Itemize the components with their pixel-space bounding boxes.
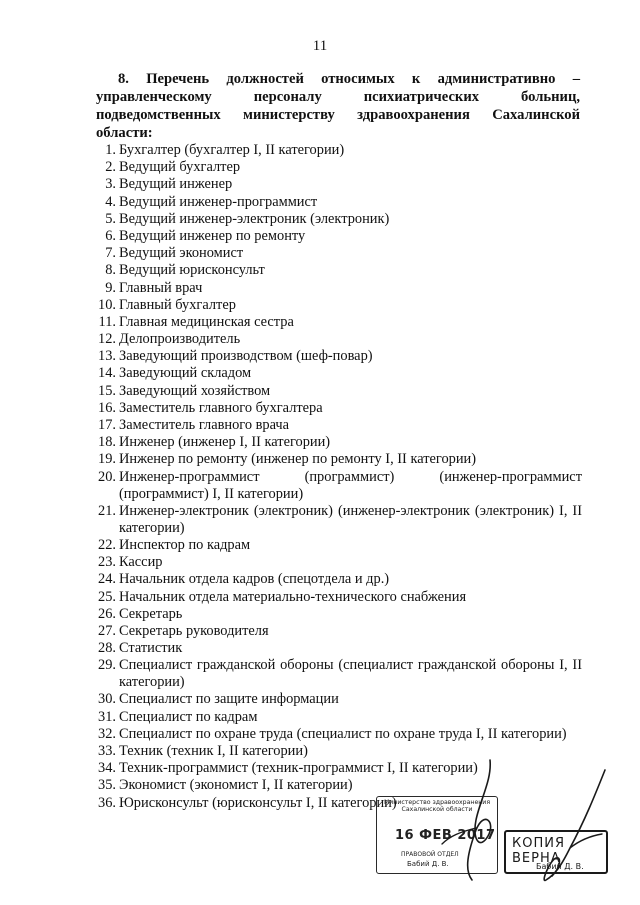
list-item: [96, 417, 582, 434]
list-item-number: 12.: [98, 331, 116, 348]
list-item: [96, 400, 582, 417]
list-item-text: Инженер (инженер I, II категории): [119, 434, 331, 451]
list-item-text: Бухгалтер (бухгалтер I, II категории): [119, 142, 345, 158]
page-number: 11: [312, 38, 328, 54]
list-item-number: 27.: [98, 622, 116, 639]
list-item: [96, 159, 582, 176]
list-item-text: Главная медицинская сестра: [119, 313, 294, 330]
list-item-number: 36.: [98, 794, 116, 811]
list-item-text: Юрисконсульт (юрисконсульт I, II категории): [119, 794, 397, 811]
list-item: [96, 657, 582, 691]
list-item-number: 11.: [98, 313, 116, 330]
list-item: [96, 606, 582, 623]
list-item-number: 17.: [98, 417, 116, 433]
list-item-number: 26.: [98, 605, 116, 622]
list-item-number: 3.: [105, 176, 116, 193]
list-item-text: Делопроизводитель: [119, 331, 241, 348]
list-item-text: Экономист (экономист I, II категории): [119, 777, 353, 794]
list-item-number: 18.: [98, 434, 116, 451]
list-item: [96, 469, 582, 503]
list-item-text: Статистик: [119, 640, 183, 657]
list-item-number: 10.: [98, 296, 116, 313]
list-item: [96, 297, 582, 314]
list-item: [96, 589, 582, 606]
list-item-number: 2.: [105, 159, 116, 176]
list-item-number: 6.: [105, 227, 116, 244]
list-item: [96, 571, 582, 588]
list-item: [96, 383, 582, 400]
list-item-number: 15.: [98, 382, 116, 399]
list-item-text: Начальник отдела материально-технического снабжения: [119, 588, 467, 605]
list-item-number: 34.: [98, 760, 116, 777]
list-item: [96, 331, 582, 348]
list-item-number: 35.: [98, 777, 116, 794]
list-item: [96, 262, 582, 279]
list-item-text: Секретарь: [119, 605, 183, 622]
list-item-number: 29.: [98, 657, 116, 674]
list-item-text: Ведущий инженер-программист: [119, 193, 318, 210]
list-item-number: 16.: [98, 399, 116, 416]
list-item-text: Ведущий инженер по ремонту: [119, 227, 306, 244]
list-item: [96, 503, 582, 537]
list-item-text: Специалист гражданской обороны (специалист гражданской обороны I, II категории): [119, 657, 582, 691]
list-item: [96, 211, 582, 228]
list-item: [96, 434, 582, 451]
list-item-text: Инженер-электроник (электроник) (инженер-электроник (электроник) I, II категории): [119, 502, 582, 536]
list-item-number: 1.: [105, 142, 116, 158]
list-item-number: 24.: [98, 571, 116, 588]
positions-list: [96, 142, 582, 812]
list-item-text: Заместитель главного врача: [119, 417, 290, 433]
list-item: [96, 640, 582, 657]
list-item: [96, 691, 582, 708]
list-item-text: Техник (техник I, II категории): [119, 743, 308, 759]
list-item-number: 32.: [98, 725, 116, 742]
list-item-text: Секретарь руководителя: [119, 622, 269, 639]
list-item-number: 28.: [98, 640, 116, 657]
list-item-number: 22.: [98, 536, 116, 553]
list-item-text: Заведующий складом: [119, 365, 252, 382]
list-item-text: Инженер-программист (программист) (инженер-программист (программист) I, II категории): [119, 468, 582, 502]
list-item-text: Техник-программист (техник-программист I, II категории): [119, 760, 478, 777]
list-item-number: 5.: [105, 210, 116, 227]
list-item-text: Главный бухгалтер: [119, 296, 236, 313]
list-item-text: Начальник отдела кадров (спецотдела и др.): [119, 571, 390, 588]
list-item-text: Заместитель главного бухгалтера: [119, 399, 323, 416]
list-item-number: 8.: [105, 262, 116, 279]
list-item-text: Ведущий юрисконсульт: [119, 262, 265, 279]
list-item-text: Заведующий хозяйством: [119, 382, 271, 399]
list-item: [96, 537, 582, 554]
list-item: [96, 348, 582, 365]
list-item-number: 4.: [105, 193, 116, 210]
list-item-text: Инженер по ремонту (инженер по ремонту I, II категории): [119, 451, 477, 468]
list-item-text: Ведущий инженер: [119, 176, 233, 193]
list-item-number: 20.: [98, 468, 116, 485]
list-item: [96, 623, 582, 640]
list-item-number: 9.: [105, 279, 116, 296]
list-item-number: 21.: [98, 502, 116, 519]
list-item: [96, 245, 582, 262]
list-item-number: 19.: [98, 451, 116, 468]
list-item: [96, 709, 582, 726]
list-item: [96, 365, 582, 382]
list-item-text: Специалист по кадрам: [119, 708, 258, 725]
list-item-number: 23.: [98, 554, 116, 571]
list-item-number: 25.: [98, 588, 116, 605]
list-item: [96, 176, 582, 193]
section-heading: 8. Перечень должностей относимых к административно – управленческому персоналу психиатрических больниц, подведомственных министерству здравоохранения Сахалинской области:: [96, 71, 580, 141]
list-item-number: 33.: [98, 743, 116, 759]
list-item-number: 14.: [98, 365, 116, 382]
stamp-name: Бабий Д. В.: [407, 860, 449, 868]
list-item: [96, 451, 582, 468]
copy-stamp-name: Бабий Д. В.: [536, 862, 584, 871]
list-item-text: Ведущий бухгалтер: [119, 159, 241, 176]
list-item-text: Инспектор по кадрам: [119, 536, 251, 553]
stamp-date: 16 ФЕВ 2017: [395, 828, 496, 843]
list-item: [96, 280, 582, 297]
list-item-number: 7.: [105, 245, 116, 262]
list-item-number: 30.: [98, 691, 116, 708]
list-item: [96, 554, 582, 571]
list-item: [96, 228, 582, 245]
list-item-text: Специалист по защите информации: [119, 691, 339, 708]
list-item-text: Кассир: [119, 554, 163, 571]
list-item: [96, 314, 582, 331]
list-item: [96, 142, 582, 159]
list-item: [96, 194, 582, 211]
list-item-text: Специалист по охране труда (специалист по охране труда I, II категории): [119, 725, 567, 742]
stamp-dept: ПРАВОВОЙ ОТДЕЛ: [401, 851, 459, 858]
list-item-text: Ведущий инженер-электроник (электроник): [119, 210, 390, 227]
list-item-number: 31.: [98, 708, 116, 725]
stamp-org: Министерство здравоохранения Сахалинской области: [383, 799, 491, 813]
list-item-text: Ведущий экономист: [119, 245, 244, 262]
copy-stamp-title: КОПИЯ ВЕРНА: [512, 836, 565, 866]
handwritten-signature: [380, 740, 630, 900]
list-item-text: Главный врач: [119, 279, 203, 296]
list-item-text: Заведующий производством (шеф-повар): [119, 348, 373, 365]
list-item-number: 13.: [98, 348, 116, 365]
